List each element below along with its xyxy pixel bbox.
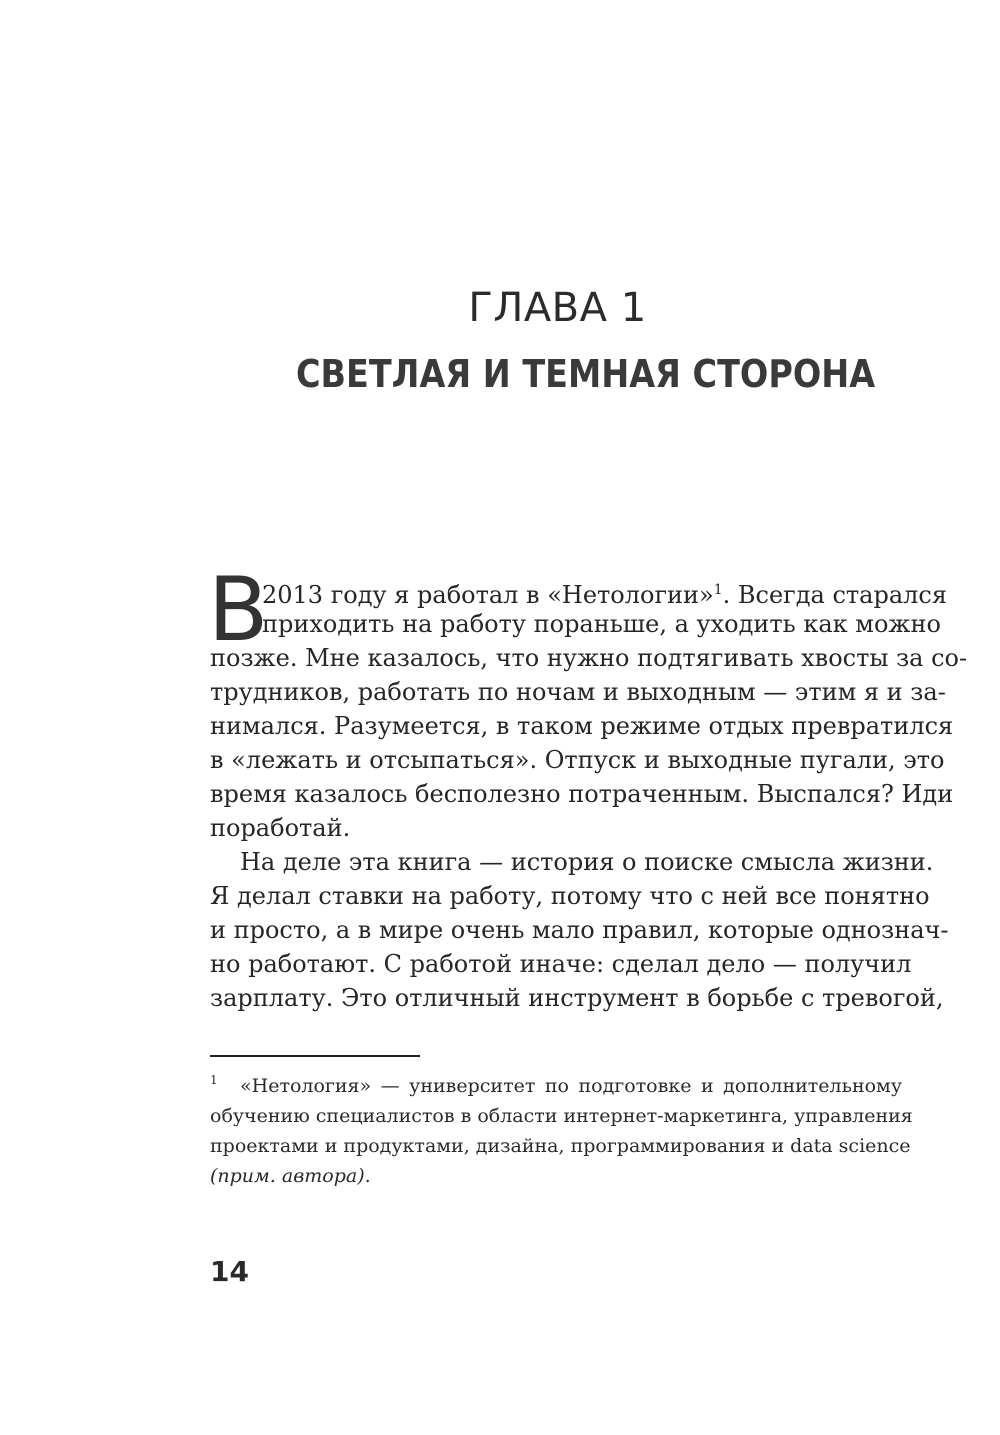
paragraph-2-line-1: На деле эта книга — история о поиске смысла жизни. [240,848,934,876]
footnote-line-2: обучению специалистов в области интернет-маркетинга, управления [210,1105,913,1127]
drop-cap: В [208,558,269,661]
chapter-label: ГЛАВА 1 [468,285,647,331]
paragraph-1-line-5: нимался. Разумеется, в таком режиме отдых превратился [210,712,954,740]
paragraph-1-line-2: приходить на работу пораньше, а уходить как можно [262,610,941,638]
text-run: . [364,1165,371,1187]
footnote-separator [210,1055,420,1057]
text-run: . Всегда старался [722,581,947,609]
paragraph-2-line-4: но работают. С работой иначе: сделал дело — получил [210,950,912,978]
page-number: 14 [210,1255,249,1288]
paragraph-1-line-7: время казалось бесполезно потраченным. Выспался? Иди [210,780,954,808]
paragraph-1-line-6: в «лежать и отсыпаться». Отпуск и выходные пугали, это [210,746,945,774]
paragraph-1-line-1 [262,574,947,609]
paragraph-2-line-2: Я делал ставки на работу, потому что с ней все понятно [210,882,930,910]
footnote-line-1: «Нетология» — университет по подготовке и дополнительному [240,1075,902,1097]
footnote-reference: 1 [713,582,723,598]
paragraph-2-line-5: зарплату. Это отличный инструмент в борьбе с тревогой, [210,984,944,1012]
paragraph-1-line-3: позже. Мне казалось, что нужно подтягивать хвосты за со- [210,644,968,672]
author-note: (прим. автора) [210,1165,365,1187]
footnote-line-4 [210,1162,902,1191]
chapter-title: СВЕТЛАЯ И ТЕМНАЯ СТОРОНА [296,352,876,396]
text-run: 2013 году я работал в «Нетологии» [262,581,714,609]
footnote-number: 1 [210,1073,218,1087]
footnote-line-3: проектами и продуктами, дизайна, программирования и data science [210,1135,911,1157]
paragraph-1-line-4: трудников, работать по ночам и выходным — этим я и за- [210,678,946,706]
paragraph-2-line-3: и просто, а в мире очень мало правил, которые однознач- [210,916,949,944]
paragraph-1-line-8: поработай. [210,814,351,842]
